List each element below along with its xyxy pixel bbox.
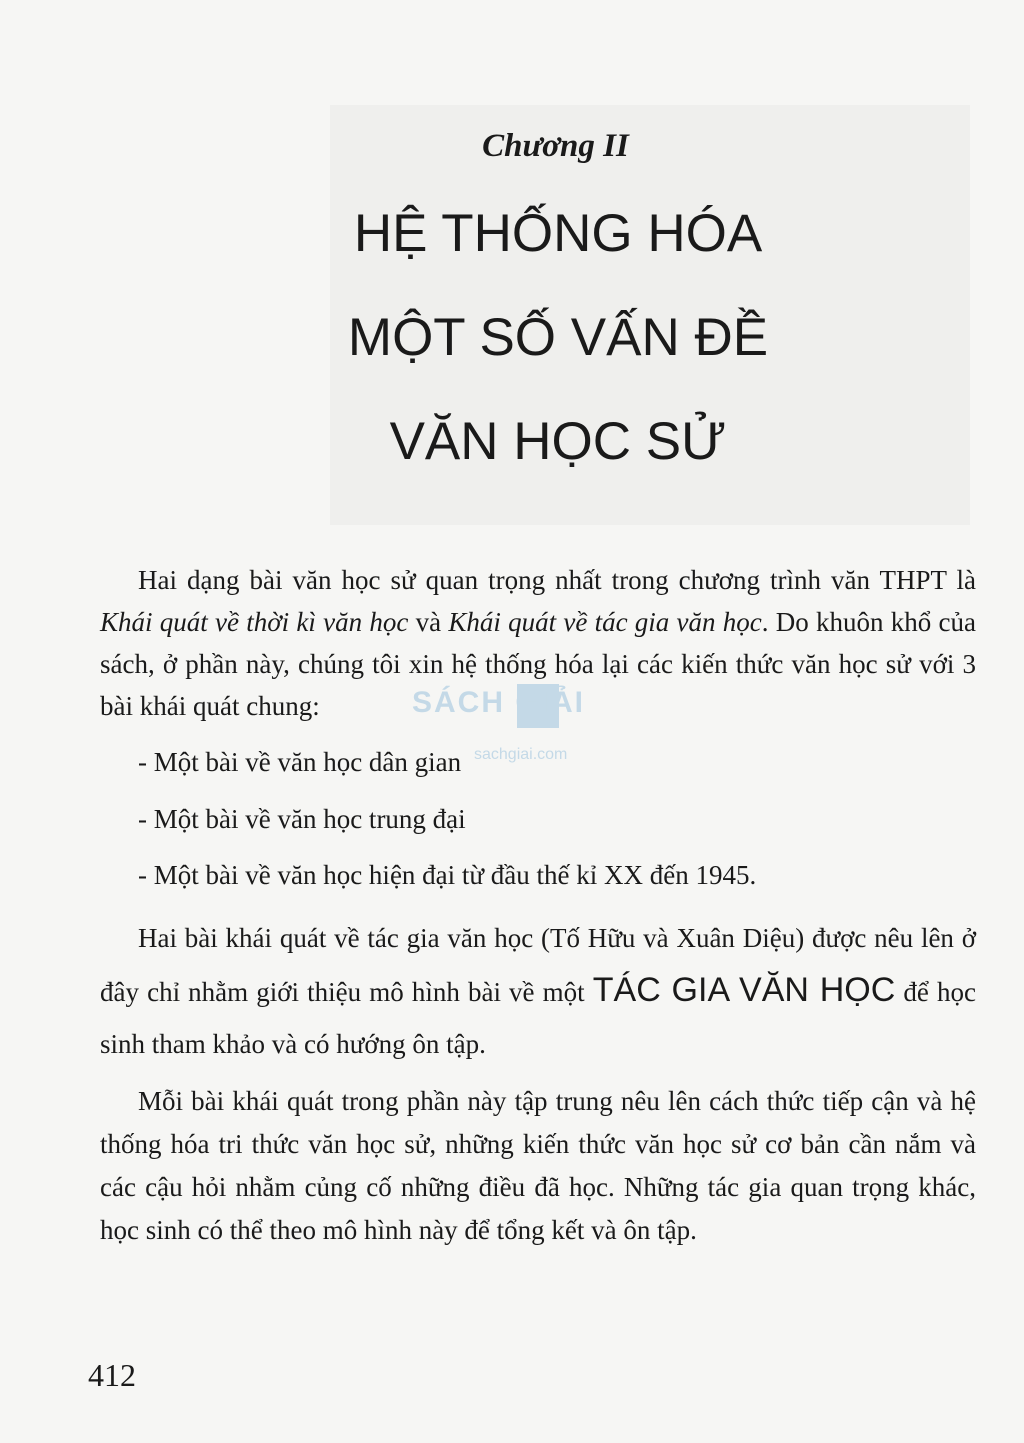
title-line-3: VĂN HỌC SỬ — [389, 412, 727, 471]
chapter-label: Chương II — [482, 128, 629, 164]
title-line-2: MỘT SỐ VẤN ĐỀ — [347, 308, 769, 367]
intro-italic-2: Khái quát về tác gia văn học — [448, 607, 762, 637]
watermark-word: SÁCH GIẢI — [412, 686, 586, 719]
intro-text-2: và — [408, 607, 449, 637]
intro-text-1: Hai dạng bài văn học sử quan trọng nhất trong chương trình văn THPT là — [138, 565, 976, 595]
watermark-url: sachgiai.com — [474, 746, 568, 763]
author-text-2: để học sinh tham khảo và có hướng ôn tập. — [100, 977, 976, 1059]
list-item-modern-literature: - Một bài về văn học hiện đại từ đầu thế kỉ XX đến 1945. — [138, 860, 757, 890]
intro-italic-1: Khái quát về thời kì văn học — [100, 607, 409, 637]
watermark-logo — [412, 684, 612, 774]
list-item-medieval-literature: - Một bài về văn học trung đại — [138, 804, 466, 834]
title-line-1: HỆ THỐNG HÓA — [353, 204, 763, 263]
summary-paragraph: Mỗi bài khái quát trong phần này tập trung nêu lên cách thức tiếp cận và hệ thống hóa tri thức văn học sử, những kiến thức văn học sử cơ bản cần nắm và các cậu hỏi nhằm củng cố những điều đã học. Những tác gia quan trọng khác, học sinh có thể theo mô hình này để tổng kết và ôn tập. — [100, 1086, 976, 1245]
author-caps-text: TÁC GIA VĂN HỌC — [592, 971, 896, 1009]
author-paragraph — [100, 912, 976, 1070]
intro-text-3: . Do khuôn khổ của sách, ở phần này, chúng tôi xin hệ thống hóa lại các kiến thức văn học sử với 3 bài khái quát chung: — [100, 607, 976, 721]
list-item-folk-literature: - Một bài về văn học dân gian — [138, 747, 462, 777]
page-number: 412 — [88, 1357, 136, 1393]
author-text-1: Hai bài khái quát về tác gia văn học (Tố Hữu và Xuân Diệu) được nêu lên ở đây chỉ nhằm giới thiệu mô hình bài về một — [100, 923, 976, 1007]
